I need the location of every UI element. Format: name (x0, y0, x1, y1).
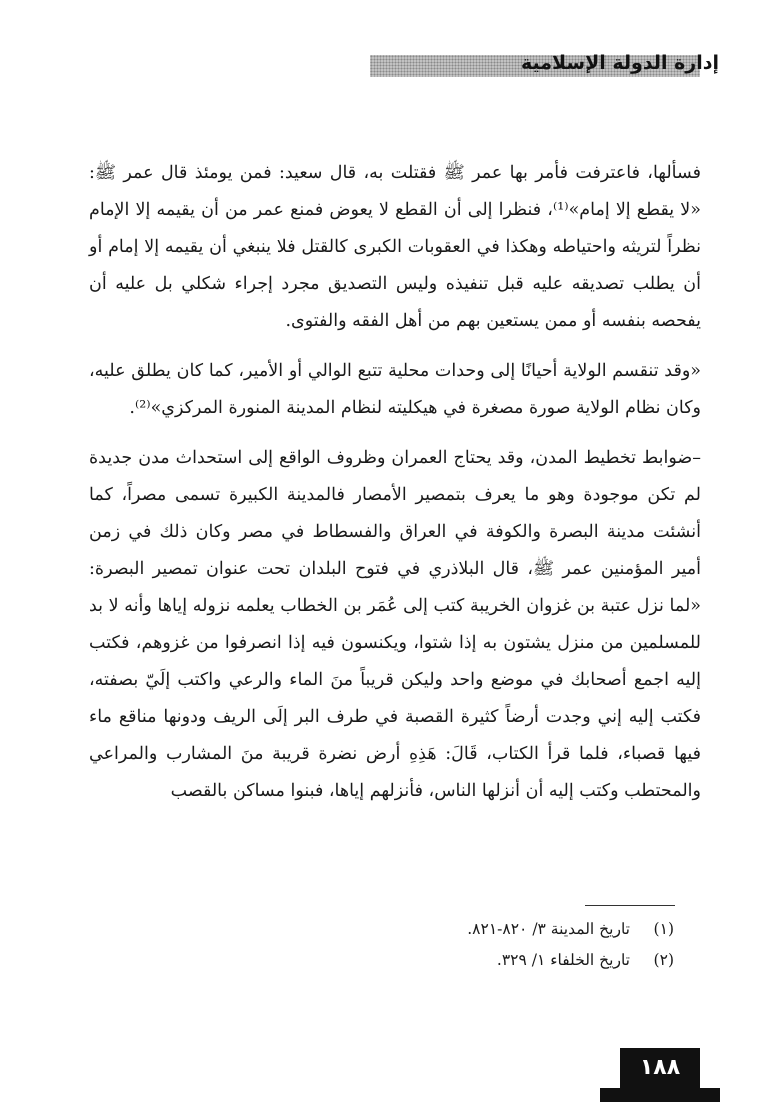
footnote-divider (585, 905, 675, 906)
footnotes (254, 914, 674, 976)
footnote-number: (١) (653, 920, 674, 938)
main-text (89, 155, 701, 823)
paragraph: –ضوابط تخطيط المدن، وقد يحتاج العمران وظروف الواقع إلى استحداث مدن جديدة لم تكن موجودة وهو ما يعرف بتمصير الأمصار فالمدينة الكبيرة تسمى مصراً، كما أنشئت مدينة البصرة والكوفة في العراق والفسطاط في مصر وكان ذلك في زمن أمير المؤمنين عمر ﷺ، قال البلاذري في فتوح البلدان تحت عنوان تمصير البصرة: «لما نزل عتبة بن غزوان الخريبة كتب إلى عُمَر بن الخطاب يعلمه نزوله إياها وأنه لا بد للمسلمين من منزل يشتون به إذا شتوا، ويكنسون فيه إذا انصرفوا من غزوهم، فكتب إليه اجمع أصحابك في موضع واحد وليكن قريباً منَ الماء والرعي واكتب إلَيّ بصفته، فكتب إليه إني وجدت أرضاً كثيرة القصبة في طرف البر إلَى الريف ودونها مناقع ماء فيها قصباء، فلما قرأ الكتاب، قَالَ: هَذِهِ أرض نضرة قريبة منَ المشارب والمراعي والمحتطب وكتب إليه أن أنزلها الناس، فأنزلهم إياها، فبنوا مساكن بالقصب (89, 448, 701, 801)
page-number: ١٨٨ (620, 1048, 700, 1088)
running-header-title: إدارة الدولة الإسلامية (520, 52, 719, 74)
footnote-text: تاريخ الخلفاء ١/ ٣٢٩. (496, 951, 630, 969)
footnote-number: (٢) (653, 951, 674, 969)
page-number-base (600, 1088, 720, 1102)
paragraph: «وقد تنقسم الولاية أحيانًا إلى وحدات محلية تتبع الوالي أو الأمير، كما كان يطلق عليه، وكان نظام الولاية صورة مصغرة في هيكليته لنظام المدينة المنورة المركزي»⁽²⁾. (89, 361, 701, 418)
footnote (254, 914, 674, 945)
paragraph: فسألها، فاعترفت فأمر بها عمر ﷺ فقتلت به، قال سعيد: فمن يومئذ قال عمر ﷺ: «لا يقطع إلا إمام»⁽¹⁾، فنظرا إلى أن القطع لا يعوض فمنع عمر من أن يقيمه إلا الإمام نظراً لتريثه واحتياطه وهكذا في العقوبات الكبرى كالقتل فلا ينبغي أن يقيمه إلا إمام أو أن يطلب تصديقه عليه قبل تنفيذه وليس التصديق مجرد إجراء شكلي بل عليه أن يفحصه بنفسه أو ممن يستعين بهم من أهل الفقه والفتوى. (89, 163, 701, 331)
footnote (254, 945, 674, 976)
footnote-text: تاريخ المدينة ٣/ ٨٢٠-٨٢١. (467, 920, 630, 938)
